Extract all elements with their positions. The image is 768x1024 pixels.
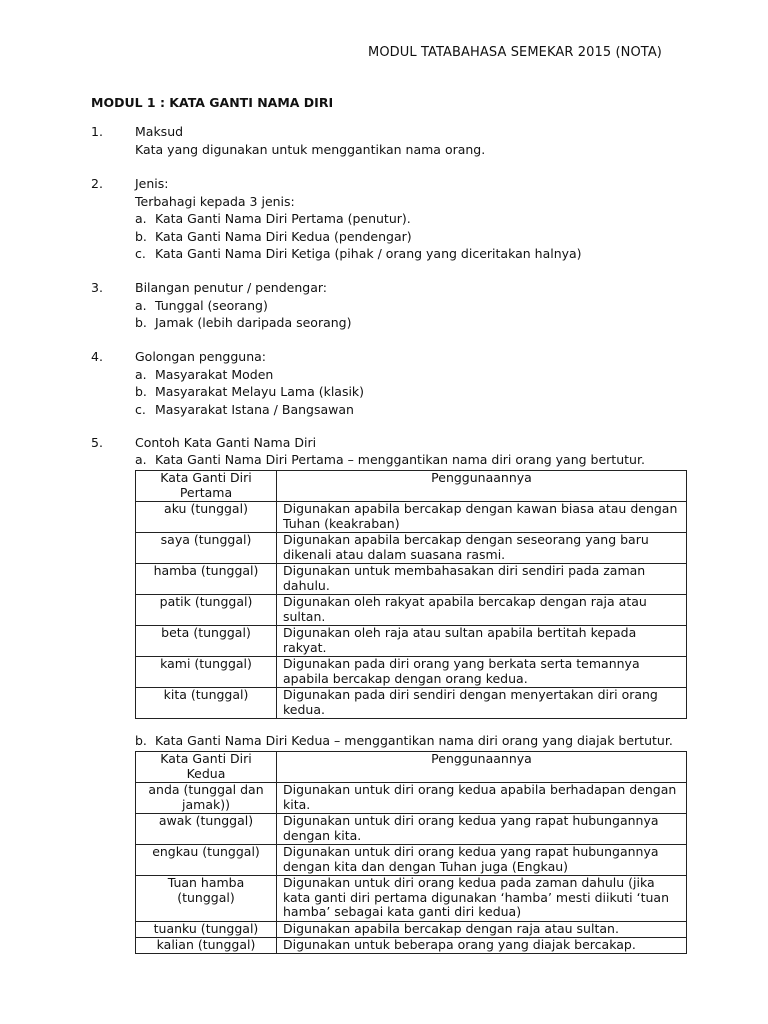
document-header: MODUL TATABAHASA SEMEKAR 2015 (NOTA) (368, 45, 662, 60)
list-item: c. Kata Ganti Nama Diri Ketiga (pihak / orang yang diceritakan halnya) (135, 246, 582, 261)
table-row: kami (tunggal) Digunakan pada diri orang yang berkata serta temannya apabila bercakap dengan orang kedua. (136, 657, 687, 688)
table-a-caption: a. Kata Ganti Nama Diri Pertama – menggantikan nama diri orang yang bertutur. (135, 452, 645, 467)
table-header-cell: Penggunaannya (277, 752, 687, 783)
table-row: kita (tunggal) Digunakan pada diri sendiri dengan menyertakan diri orang kedua. (136, 688, 687, 719)
table-header-cell: Kata Ganti Diri Pertama (136, 471, 277, 502)
section-number: 5. (91, 435, 103, 450)
list-item: b. Kata Ganti Nama Diri Kedua (pendengar) (135, 228, 412, 244)
section-heading: Maksud (135, 124, 184, 139)
list-item: a. Tunggal (seorang) (135, 297, 268, 313)
list-item: a. Kata Ganti Nama Diri Pertama (penutur). (135, 211, 411, 226)
section-text: Terbahagi kepada 3 jenis: (135, 193, 295, 209)
table-row: anda (tunggal dan jamak)) Digunakan untuk diri orang kedua apabila berhadapan dengan kita. (136, 783, 687, 814)
table-first-person (135, 470, 687, 719)
section-number: 4. (91, 349, 103, 364)
section-heading: Golongan pengguna: (135, 349, 266, 364)
section-number: 1. (91, 124, 103, 139)
table-row: hamba (tunggal) Digunakan untuk membahasakan diri sendiri pada zaman dahulu. (136, 564, 687, 595)
table-row: engkau (tunggal) Digunakan untuk diri orang kedua yang rapat hubungannya dengan kita dan dengan Tuhan juga (Engkau) (136, 845, 687, 876)
table-row: Tuan hamba (tunggal) Digunakan untuk diri orang kedua pada zaman dahulu (jika kata ganti diri pertama digunakan ‘hamba’ mesti diikuti ‘tuan hamba’ sebagai kata ganti diri kedua) (136, 876, 687, 922)
table-row: kalian (tunggal) Digunakan untuk beberapa orang yang diajak bercakap. (136, 938, 687, 954)
list-item: b. Jamak (lebih daripada seorang) (135, 315, 352, 330)
section-number: 3. (91, 280, 103, 295)
list-item: c. Masyarakat Istana / Bangsawan (135, 401, 354, 417)
section-heading: Contoh Kata Ganti Nama Diri (135, 435, 317, 450)
table-header-cell: Penggunaannya (277, 471, 687, 502)
section-text: Kata yang digunakan untuk menggantikan nama orang. (135, 141, 486, 157)
table-b-caption: b. Kata Ganti Nama Diri Kedua – menggantikan nama diri orang yang diajak bertutur. (135, 733, 673, 748)
table-row: aku (tunggal) Digunakan apabila bercakap dengan kawan biasa atau dengan Tuhan (keakraban) (136, 502, 687, 533)
section-heading: Bilangan penutur / pendengar: (135, 280, 328, 295)
table-row: awak (tunggal) Digunakan untuk diri orang kedua yang rapat hubungannya dengan kita. (136, 814, 687, 845)
section-number: 2. (91, 176, 103, 191)
table-row: saya (tunggal) Digunakan apabila bercakap dengan seseorang yang baru dikenali atau dalam suasana rasmi. (136, 533, 687, 564)
table-header-cell: Kata Ganti Diri Kedua (136, 752, 277, 783)
list-item: a. Masyarakat Moden (135, 366, 274, 382)
table-row: patik (tunggal) Digunakan oleh rakyat apabila bercakap dengan raja atau sultan. (136, 595, 687, 626)
list-item: b. Masyarakat Melayu Lama (klasik) (135, 384, 365, 399)
section-heading: Jenis: (135, 176, 169, 191)
table-row: beta (tunggal) Digunakan oleh raja atau sultan apabila bertitah kepada rakyat. (136, 626, 687, 657)
table-row: tuanku (tunggal) Digunakan apabila bercakap dengan raja atau sultan. (136, 922, 687, 938)
module-title: MODUL 1 : KATA GANTI NAMA DIRI (91, 95, 334, 110)
table-second-person (135, 751, 687, 954)
